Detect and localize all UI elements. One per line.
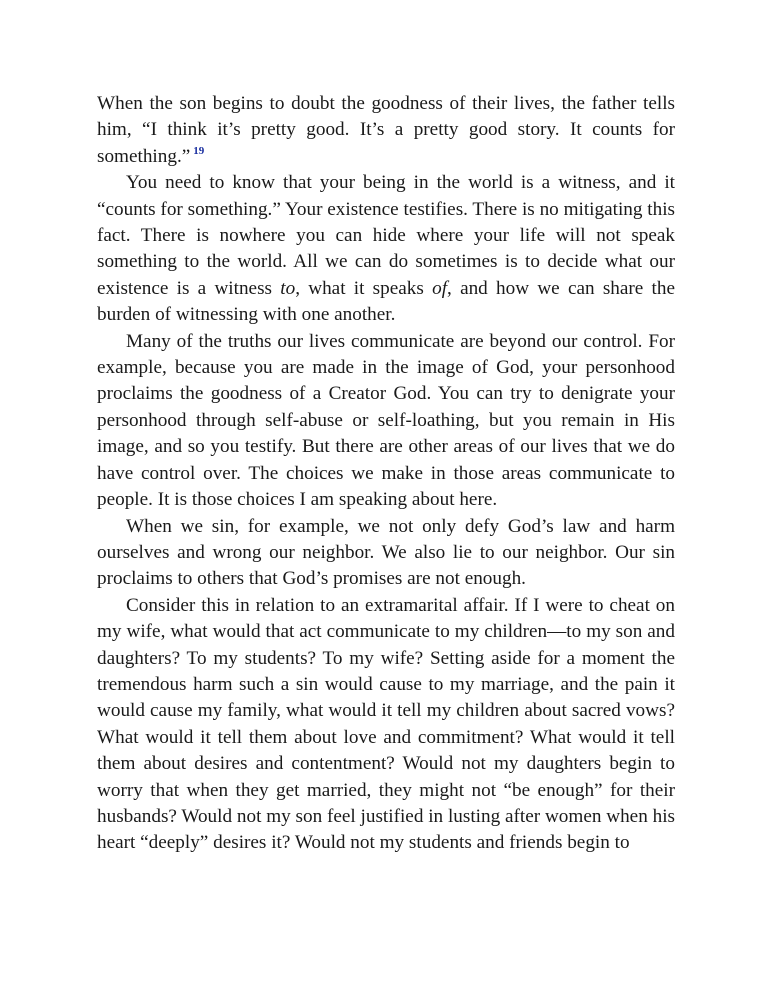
document-page — [97, 91, 675, 857]
paragraph-text: , and how we can share the burden of witnessing with one another. — [97, 277, 675, 326]
footnote-reference-link[interactable]: 19 — [193, 144, 205, 157]
italic-emphasis: to — [280, 277, 296, 299]
paragraph-text: Consider this in relation to an extramarital affair. If I were to cheat on my wife, what would that act communicate to my children—to my son and daughters? To my students? To my wife? Setting aside for a moment the tremendous harm such a sin would cause to my marriage, and the pain it would cause my family, what would it tell my children about sacred vows? What would it tell them about love and commitment? What would it tell them about desires and contentment? Would not my daughters begin to worry that when they get married, they might not “be enough” for their husbands? Would not my son feel justified in lusting after women when his heart “deeply” desires it? Would not my students and friends begin to — [97, 594, 675, 854]
italic-emphasis: of — [432, 277, 448, 299]
paragraph-5 — [97, 593, 675, 857]
paragraph-text: , what it speaks — [295, 277, 433, 299]
paragraph-4 — [97, 514, 675, 593]
paragraph-3 — [97, 329, 675, 514]
paragraph-1 — [97, 91, 675, 170]
paragraph-text: Many of the truths our lives communicate are beyond our control. For example, because you are made in the image of God, your personhood proclaims the goodness of a Creator God. You can try to denigrate your personhood through self-abuse or self-loathing, but you remain in His image, and so you testify. But there are other areas of our lives that we do have control over. The choices we make in those areas communicate to people. It is those choices I am speaking about here. — [97, 330, 675, 511]
paragraph-2 — [97, 170, 675, 328]
paragraph-text: You need to know that your being in the world is a witness, and it “counts for something.” Your existence testifies. There is no mitigating this fact. There is nowhere you can hide where your life will not speak something to the world. All we can do sometimes is to decide what our existence is a witness — [97, 172, 675, 299]
paragraph-text: When we sin, for example, we not only defy God’s law and harm ourselves and wrong our neighbor. We also lie to our neighbor. Our sin proclaims to others that God’s promises are not enough. — [97, 515, 675, 590]
paragraph-text: When the son begins to doubt the goodness of their lives, the father tells him, “I think it’s pretty good. It’s a pretty good story. It counts for something.” — [97, 93, 675, 167]
